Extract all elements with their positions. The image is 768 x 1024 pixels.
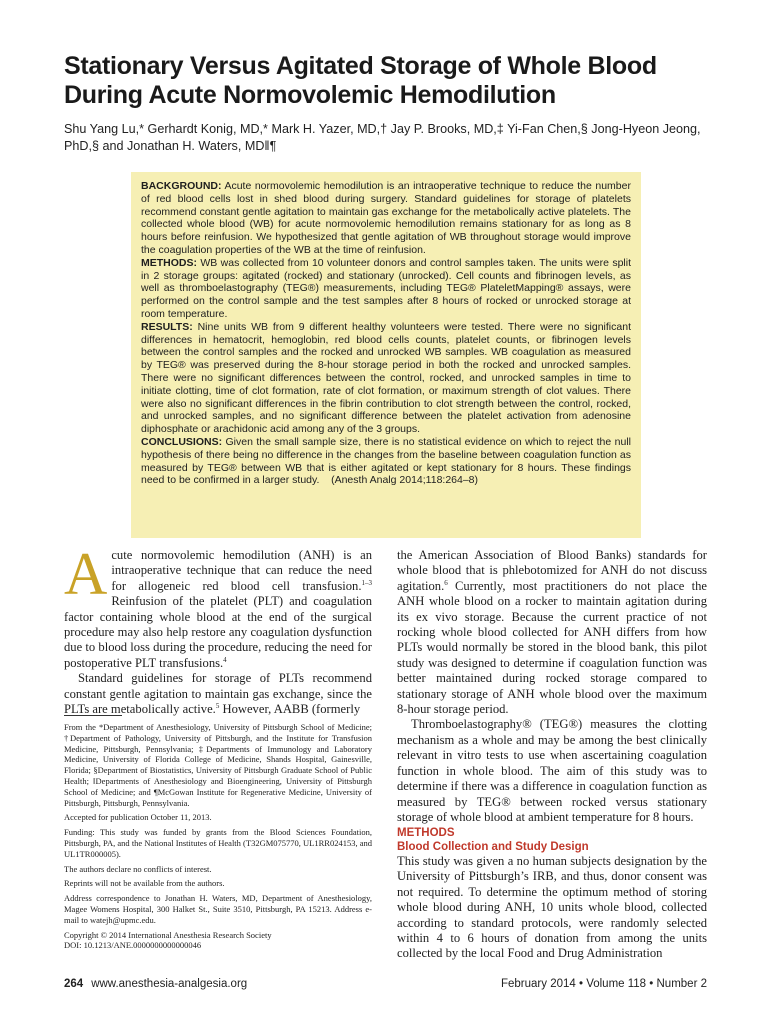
ref-superscript: 5 [215, 701, 220, 710]
footnote-accepted: Accepted for publication October 11, 2013. [64, 812, 212, 823]
abstract-methods-text: WB was collected from 10 volunteer donors and control samples taken. The units were split in 2 storage groups: agitated (rocked) and stationary (unrocked). Cell counts and fibrinogen levels, as well as thromboelastography (TEG®) measurements, including TEG® PlateletMapping® assays, were performed on the control sample and the test samples after 8 hours of rocked or unrocked storage at room temperature. [141, 256, 631, 320]
footnote-affiliations: From the *Department of Anesthesiology, University of Pittsburgh School of Medicine; †Department of Pathology, University of Pittsburgh, and the Institute for Transfusion Medicine, Pittsburgh, Pennsylvania; ‡Departments of Immunology and Laboratory Medicine, University of Florida College of Medicine, Shands Hospital, Gainesville, Florida; §Department of Biostatistics, University of Pittsburgh Graduate School of Public Health; ‖Departments of Anesthesiology and Bioengineering, University of Pittsburgh School of Medicine; and ¶McGowan Institute for Regenerative Medicine, University of Pittsburgh, Pittsburgh, Pennsylvania. [64, 722, 372, 808]
page-number: 264 [64, 978, 84, 990]
footnotes [64, 722, 372, 955]
ref-superscript: 1–3 [361, 578, 372, 587]
body-column-left [64, 541, 372, 717]
abstract-conclusions-label: CONCLUSIONS: [141, 435, 223, 448]
intro-paragraph-1 [64, 541, 372, 671]
body-column-right [397, 548, 707, 825]
abstract-methods-label: METHODS: [141, 256, 197, 269]
abstract-results [141, 321, 631, 436]
methods-section [397, 826, 707, 962]
subsection-heading: Blood Collection and Study Design [397, 841, 589, 853]
ref-superscript: 6 [444, 578, 448, 587]
author-list: Shu Yang Lu,* Gerhardt Konig, MD,* Mark H. Yazer, MD,† Jay P. Brooks, MD,‡ Yi-Fan Chen,§ Jong-Hyeon Jeong, PhD,§ and Jonathan H. Waters, MD‖¶ [64, 122, 701, 153]
section-heading-methods: METHODS [397, 827, 455, 839]
abstract-background [141, 180, 631, 257]
page-footer [64, 978, 707, 994]
footnote-doi: DOI: 10.1213/ANE.0000000000000046 [64, 940, 202, 951]
article-title: Stationary Versus Agitated Storage of Whole Blood During Acute Normovolemic Hemodilution [64, 52, 657, 109]
intro-text-3: the American Association of Blood Banks) standards for whole blood that is phlebotomized for ANH do not discuss agitation. [397, 548, 707, 593]
intro-paragraph-4: Thromboelastography® (TEG®) measures the clotting mechanism as a whole and may be among the best clinically relevant in vitro tests to use when ascertaining coagulation function in whole blood. The aim of this study was to determine if there was a difference in coagulation function as measured by TEG® between rocked versus stationary storage of whole blood at ambient temperature for 8 hours. [397, 717, 707, 824]
footnote-copyright: Copyright © 2014 International Anesthesia Research Society [64, 929, 272, 940]
intro-text-2b: However, AABB (formerly [219, 702, 361, 717]
footnote-conflicts: The authors declare no conflicts of interest. [64, 863, 212, 874]
footnote-funding: Funding: This study was funded by grants from the Blood Sciences Foundation, Pittsburgh, PA, and the National Institutes of Health (T32GM075770, UL1RR024153, and UL1TR000005). [64, 827, 372, 859]
footnote-correspondence: Address correspondence to Jonathan H. Waters, MD, Department of Anesthesiology, Magee Womens Hospital, 300 Halket St., Suite 3510, Pittsburgh, PA 15213. Address e-mail to watejh@upmc.edu. [64, 893, 372, 925]
abstract-conclusions [141, 436, 631, 487]
journal-url[interactable]: www.anesthesia-analgesia.org [91, 978, 248, 990]
intro-paragraph-2 [64, 671, 372, 717]
abstract-background-label: BACKGROUND: [141, 180, 222, 192]
intro-text-1b: Reinfusion of the platelet (PLT) and coagulation factor containing whole blood at the end of the surgical procedure may also help restore any coagulation dysfunction due to blood loss during the procedure, reducing the need for postoperative PLT transfusions. [64, 594, 372, 670]
abstract-citation: (Anesth Analg 2014;118:264–8) [331, 474, 479, 487]
issue-info: February 2014 • Volume 118 • Number 2 [500, 978, 707, 990]
abstract-methods [141, 257, 631, 321]
intro-text-2: Standard guidelines for storage of PLTs recommend constant gentle agitation to maintain gas exchange, since the PLTs are metabolically active. [64, 671, 372, 717]
abstract-conclusions-text: Given the small sample size, there is no statistical evidence on which to reject the null hypothesis of there being no difference in the changes from the baseline between coagulation function as measured by TEG® between WB that is either agitated or kept stationary for 8 hours. These findings need to be confirmed in a larger study. [141, 435, 631, 487]
abstract-box [131, 172, 641, 538]
intro-text-1: cute normovolemic hemodilution (ANH) is an intraoperative technique that can reduce the need for allogeneic red blood cell transfusion. [111, 548, 372, 593]
abstract-results-label: RESULTS: [141, 320, 193, 333]
abstract-results-text: Nine units WB from 9 different healthy volunteers were tested. There were no significant differences in hematocrit, hemoglobin, red blood cells counts, platelet counts, or fibrinogen levels between the control samples and the rocked and unrocked WB samples. WB coagulation as measured by TEG® was preserved during the 8-hour storage period in both the rocked and unrocked samples. There were no significant differences between the control, rocked, and unrocked samples in time to initiate clotting, time of clot formation, rate of clot formation, or maximum strength of clot values. There were also no significant differences in the fibrin contribution to clot strength between the control, rocked, and unrocked samples, and no significant difference between the platelet activation from adenosine diphosphate or arachidonic acid among any of the 3 groups. [141, 320, 631, 436]
footnote-divider [64, 715, 122, 716]
footer-left [64, 978, 247, 990]
methods-paragraph-1: This study was given a no human subjects designation by the University of Pittsburgh’s IRB, and thus, donor consent was not required. To determine the optimum method of storing whole blood during ANH, 10 units whole blood, collected according to standard protocols, were randomly selected within 4 to 6 hours of donation from among the units collected by the local Food and Drug Administration [397, 854, 707, 961]
intro-paragraph-3 [397, 548, 707, 717]
intro-text-3b: Currently, most practitioners do not place the ANH whole blood on a rocker to maintain agitation during its ex vivo storage. Because the current practice of not rocking whole blood collected for ANH differs from how PLTs would normally be stored in the blood bank, this pilot study was designed to determine if coagulation function was better maintained during rocked storage compared to stationary storage of ANH whole blood over the maximum 8-hour storage period. [397, 578, 707, 717]
abstract-background-text: Acute normovolemic hemodilution is an intraoperative technique to reduce the number of red blood cells lost in shed blood during surgery. Standard guidelines for storage of platelets recommend constant gentle agitation to maintain gas exchange for the metabolically active platelets. The collected whole blood (WB) for acute normovolemic hemodilution remains stationary for as long as 8 hours before reinfusion. We hypothesized that gentle agitation of WB throughout storage would improve the coagulation properties of the WB at the time of reinfusion. [141, 180, 631, 256]
ref-superscript: 4 [223, 655, 227, 664]
footnote-reprints: Reprints will not be available from the authors. [64, 878, 225, 889]
drop-cap: A [64, 541, 108, 607]
